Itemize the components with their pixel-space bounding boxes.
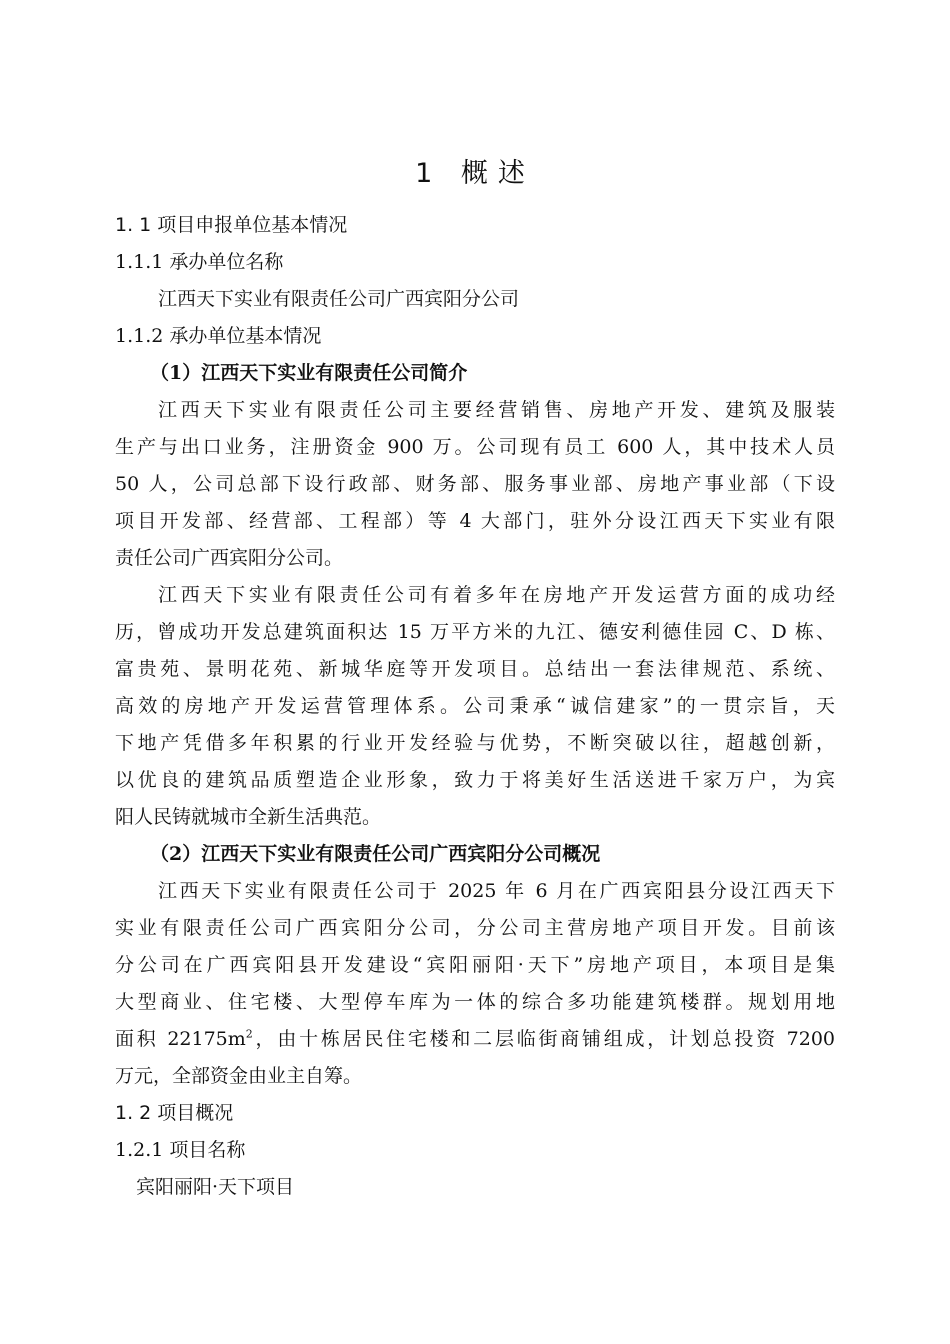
p3-line-5 <box>115 1025 835 1053</box>
section-1-2-1-heading: 1.2.1 项目名称 <box>115 1139 246 1161</box>
p2-line-7: 阳人民铸就城市全新生活典范。 <box>115 806 382 828</box>
p3-line-3: 分公司在广西宾阳县开发建设“宾阳丽阳·天下”房地产项目，本项目是集 <box>115 954 835 976</box>
p3-line-6: 万元，全部资金由业主自筹。 <box>115 1065 363 1087</box>
p1-line-5: 责任公司广西宾阳分公司。 <box>115 547 344 569</box>
p3-area-after: ，由十栋居民住宅楼和二层临街商铺组成，计划总投资 7200 <box>252 1028 835 1050</box>
chapter-title: 1 概述 <box>415 158 535 189</box>
p3-area-sup: 2 <box>245 1027 253 1041</box>
section-1-1-heading: 1. 1 项目申报单位基本情况 <box>115 214 348 236</box>
p1-line-2: 生产与出口业务，注册资金 900 万。公司现有员工 600 人，其中技术人员 <box>115 436 835 458</box>
p3-line-4: 大型商业、住宅楼、大型停车库为一体的综合多功能建筑楼群。规划用地 <box>115 991 835 1013</box>
p2-line-1: 江西天下实业有限责任公司有着多年在房地产开发运营方面的成功经 <box>158 584 835 606</box>
p3-area-before: 面积 22175m <box>115 1028 246 1050</box>
p1-line-4: 项目开发部、经营部、工程部）等 4 大部门，驻外分设江西天下实业有限 <box>115 510 835 532</box>
p1-line-1: 江西天下实业有限责任公司主要经营销售、房地产开发、建筑及服装 <box>158 399 835 421</box>
p2-line-4: 高效的房地产开发运营管理体系。公司秉承“诚信建家”的一贯宗旨，天 <box>115 695 835 717</box>
section-1-1-2-heading: 1.1.2 承办单位基本情况 <box>115 325 322 347</box>
p2-line-5: 下地产凭借多年积累的行业开发经验与优势，不断突破以往，超越创新， <box>115 732 835 754</box>
p3-line-1: 江西天下实业有限责任公司于 2025 年 6 月在广西宾阳县分设江西天下 <box>158 880 835 902</box>
p2-line-3: 富贵苑、景明花苑、新城华庭等开发项目。总结出一套法律规范、系统、 <box>115 658 835 680</box>
p1-line-3: 50 人，公司总部下设行政部、财务部、服务事业部、房地产事业部（下设 <box>115 473 835 495</box>
p2-line-6: 以优良的建筑品质塑造企业形象，致力于将美好生活送进千家万户，为宾 <box>115 769 835 791</box>
section-1-1-1-heading: 1.1.1 承办单位名称 <box>115 251 284 273</box>
subsection-2-title: （2）江西天下实业有限责任公司广西宾阳分公司概况 <box>150 843 601 865</box>
company-name: 江西天下实业有限责任公司广西宾阳分公司 <box>158 288 520 310</box>
project-name: 宾阳丽阳·天下项目 <box>136 1176 295 1198</box>
p2-line-2: 历，曾成功开发总建筑面积达 15 万平方米的九江、德安利德佳园 C、D 栋、 <box>115 621 835 643</box>
p3-line-2: 实业有限责任公司广西宾阳分公司，分公司主营房地产项目开发。目前该 <box>115 917 835 939</box>
section-1-2-heading: 1. 2 项目概况 <box>115 1102 234 1124</box>
subsection-1-title: （1）江西天下实业有限责任公司简介 <box>150 362 468 384</box>
